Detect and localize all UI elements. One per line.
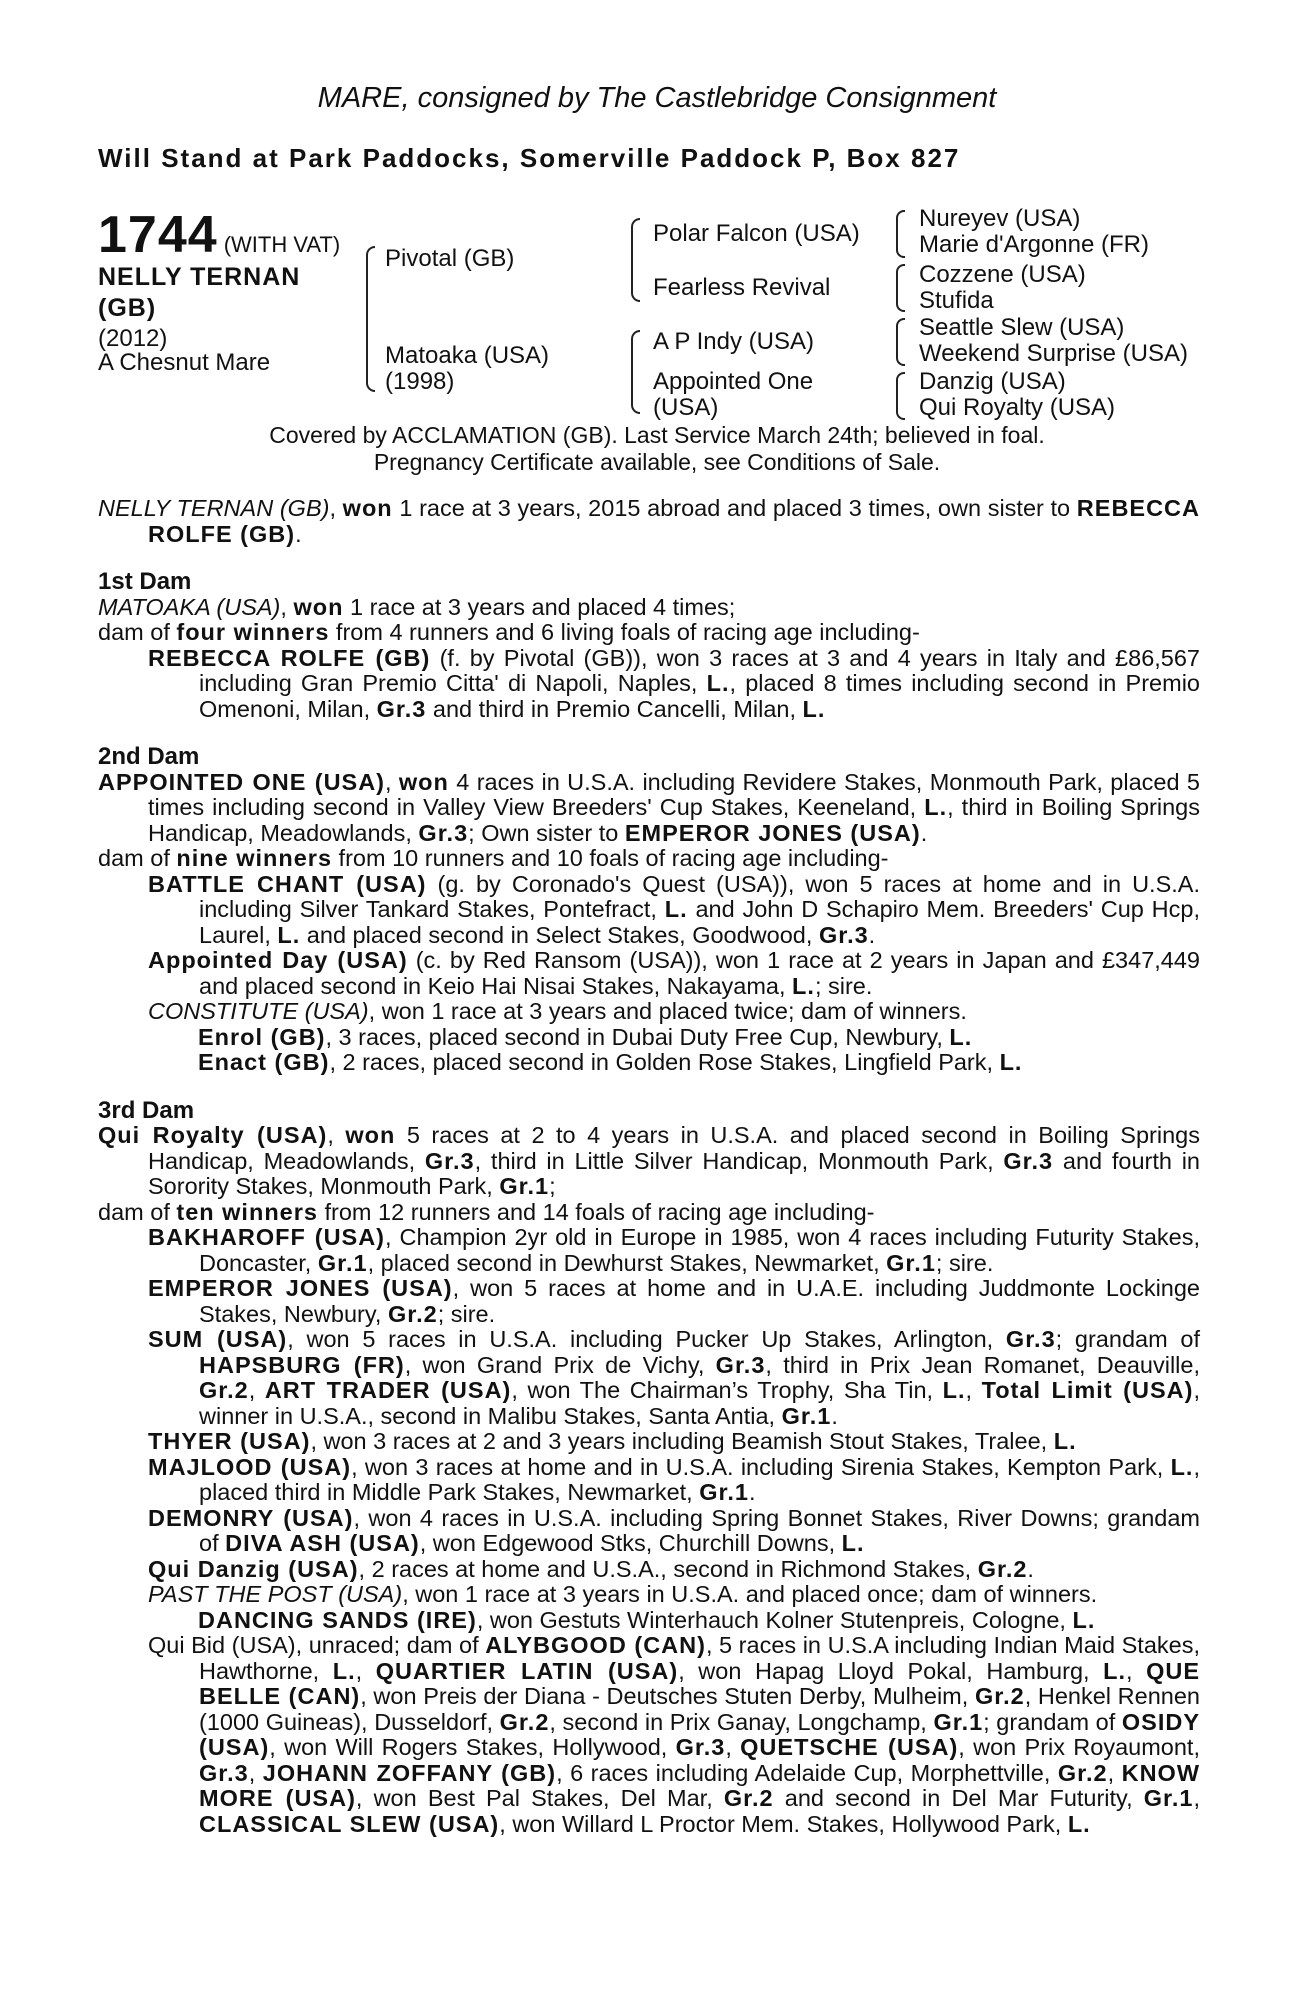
bold-text: ten winners [176,1198,318,1225]
bold-text: Gr.1 [317,1249,368,1276]
covering-line: Covered by ACCLAMATION (GB). Last Service March 24th; believed in foal. [269,422,1045,448]
text-run: . [868,921,876,948]
text-run: , won Willard L Proctor Mem. Stakes, Hollywood Park, [499,1810,1068,1837]
section-heading: 1st Dam [98,568,192,595]
lot-number: 1744 [98,206,218,264]
text-run: from 10 runners and 10 foals of racing age including- [332,845,889,871]
text-run: , won 1 race at 3 years in U.S.A. and placed once; dam of winners. [402,1581,1098,1607]
pedigree-paragraph [98,1276,1200,1327]
text-run: and third in Premio Cancelli, Milan, [426,695,803,722]
bold-text: Gr.2 [387,1300,438,1327]
text-run: ; grandam of [983,1708,1122,1735]
bold-text: Qui Danzig (USA) [148,1555,359,1582]
bold-text: Gr.2 [499,1708,550,1735]
text-run: , won 3 races at home and in U.S.A. including Sirenia Stakes, Kempton Park, [351,1453,1171,1480]
bold-text: EMPEROR JONES (USA) [624,819,921,846]
bold-text: CLASSICAL SLEW (USA) [199,1810,500,1837]
pedigree-dam-year: (1998) [385,368,455,395]
pedigree-paragraph [98,948,1200,999]
text-run: , [355,1657,376,1684]
text-run: ; Own sister to [468,819,625,846]
section [98,744,1200,1076]
pedigree-paragraph [98,496,1200,547]
bold-text: L. [664,896,688,922]
pedigree-paragraph [98,770,1200,847]
pedigree-dam-dam: Appointed One [653,368,814,395]
text-run: , [280,593,294,620]
bold-text: REBECCA ROLFE (GB) [148,644,431,671]
pedigree-paragraph [98,646,1200,723]
bold-text: Gr.3 [818,921,869,948]
text-run: . [920,819,928,846]
pedigree-paragraph [98,999,1200,1025]
pedigree-paragraph [98,620,1200,646]
bold-text: L. [999,1049,1023,1075]
text-run: , second in Prix Ganay, Longchamp, [549,1708,934,1735]
pedigree-paragraph [98,1557,1200,1583]
bold-text: BATTLE CHANT (USA) [148,870,427,897]
bold-text: REBECCA ROLFE (GB) [148,495,1201,547]
bold-text: Gr.2 [974,1683,1025,1709]
bold-text: ALYBGOOD (CAN) [485,1632,706,1658]
pedigree-paragraph [98,1327,1200,1429]
text-run: 1 race at 3 years and placed 4 times; [343,593,736,620]
horse-name-line: NELLY TERNAN [98,263,301,291]
bold-text: Gr.1 [886,1249,936,1276]
text-run: from 12 runners and 14 foals of racing age including- [317,1198,875,1225]
bold-text: EMPEROR JONES (USA) [148,1275,453,1301]
bold-text: Gr.2 [977,1555,1028,1582]
pedigree-brace [631,330,640,414]
bold-text: nine winners [176,845,333,871]
text-run: , won Grand Prix de Vichy, [404,1351,716,1378]
text-run: , won Prix Royaumont, [958,1734,1200,1760]
pedigree-paragraph [98,1506,1200,1557]
pedigree-g4: Stufida [919,287,994,314]
bold-text: Gr.1 [1143,1785,1194,1811]
text-run: ; sire. [814,972,873,999]
bold-text: L. [792,972,815,999]
text-run: , [1125,1657,1147,1684]
bold-text: OSIDY (USA) [199,1708,1200,1760]
bold-text: Enact (GB) [198,1049,330,1075]
pedigree-paragraph [98,1123,1200,1200]
text-run: , won Hapag Lloyd Pokal, Hamburg, [678,1657,1104,1684]
bold-text: Gr.2 [1057,1759,1108,1786]
pedigree-dam-dam-country: (USA) [653,394,719,421]
bold-text: Gr.3 [715,1351,766,1378]
bold-text: Gr.3 [199,1759,249,1786]
pedigree-paragraph [98,872,1200,949]
text-run: , won 1 race at 3 years and placed twice; dam of winners. [368,998,967,1024]
bold-text: QUARTIER LATIN (USA) [375,1657,679,1684]
pedigree-paragraph [98,1633,1200,1837]
text-run: , 2 races at home and U.S.A., second in Richmond Stakes, [358,1555,978,1582]
bold-text: THYER (USA) [148,1428,311,1454]
horse-name [98,262,300,324]
bold-text: L. [949,1023,973,1050]
text-run: . [748,1479,756,1505]
horse-year: (2012) [98,325,168,352]
bold-text: Gr.1 [933,1708,984,1735]
bold-text: won [398,768,449,795]
text-run: , won 5 races in U.S.A. including Pucker Up Stakes, Arlington, [287,1326,1006,1352]
bold-text: ART TRADER (USA) [264,1377,512,1403]
text-run: , won Preis der Diana - Deutsches Stuten Derby, Mulheim, [360,1683,975,1709]
text-run: , [248,1377,265,1403]
text-run: . [1027,1555,1034,1582]
text-run: from 4 runners and 6 living foals of racing age including- [329,619,920,645]
italic-text: PAST THE POST (USA) [148,1581,403,1607]
text-run: , third in Little Silver Handicap, Monmouth Park, [474,1147,1004,1174]
text-run: ; grandam of [1055,1326,1200,1352]
pedigree-dam-sire: A P Indy (USA) [653,328,814,355]
text-run: , placed third in Middle Park Stakes, Newmarket, [199,1453,1200,1505]
bold-text: L. [924,794,948,820]
pedigree-paragraph [98,595,1200,621]
text-run: , placed 8 times including second in Premio Omenoni, Milan, [199,670,1200,722]
vat-note: (WITH VAT) [223,232,341,257]
bold-text: QUE BELLE (CAN) [199,1657,1200,1709]
bold-text: QUETSCHE (USA) [740,1734,959,1760]
bold-text: L. [1170,1453,1194,1480]
italic-text: NELLY TERNAN (GB) [98,495,330,521]
horse-description: A Chesnut Mare [98,349,271,376]
pedigree-g3: Cozzene (USA) [919,261,1086,288]
pedigree-paragraph [98,1429,1200,1455]
italic-text: MATOAKA (USA) [98,593,281,620]
section [98,569,1200,722]
text-run: . [831,1402,838,1429]
bold-text: BAKHAROFF (USA) [148,1224,386,1250]
pedigree-g8: Qui Royalty (USA) [919,394,1116,421]
bold-text: HAPSBURG (FR) [199,1351,405,1378]
text-run: , [248,1759,263,1786]
text-run: , won Gestuts Winterhauch Kolner Stutenpreis, Cologne, [476,1606,1073,1633]
pedigree-brace [896,318,905,366]
pedigree-dam: Matoaka (USA) [385,342,550,369]
bold-text: L. [277,921,301,948]
bold-text: Gr.1 [499,1173,550,1199]
pedigree-g5: Seattle Slew (USA) [919,314,1125,341]
text-run: (f. by Pivotal (GB)), won 3 races at 3 and 4 years in Italy and £86,567 including Gran Premio Citta' di Napoli, Naples, [199,644,1200,696]
text-run: , won 4 races in U.S.A. including Spring Bonnet Stakes, River Downs; grandam of [199,1504,1200,1556]
pedigree-paragraph [98,1582,1200,1608]
italic-text: CONSTITUTE (USA) [148,998,369,1024]
pedigree-brace [896,210,905,258]
text-run: , placed second in Dewhurst Stakes, Newmarket, [367,1249,887,1276]
text-run: , [385,768,399,795]
bold-text: Gr.2 [723,1785,774,1811]
bold-text: Gr.3 [1005,1326,1056,1352]
text-run: , Champion 2yr old in Europe in 1985, won 4 races including Futurity Stakes, Doncaster, [199,1224,1200,1276]
bold-text: Qui Royalty (USA) [98,1122,328,1148]
text-run: , [965,1377,982,1403]
text-run: and placed second in Select Stakes, Goodwood, [300,921,819,948]
text-run: , winner in U.S.A., second in Malibu Stakes, Santa Antia, [199,1377,1200,1429]
bold-text: L. [1072,1606,1096,1633]
bold-text: won [345,1122,396,1148]
bold-text: L. [802,695,826,722]
text-run: , [1107,1759,1122,1786]
bold-text: Gr.3 [1003,1147,1054,1174]
text-run: , won 5 races at home and in U.A.E. including Juddmonte Lockinge Stakes, Newbury, [199,1275,1200,1327]
pedigree-brace [896,264,905,312]
pedigree-g2: Marie d'Argonne (FR) [919,231,1149,258]
pedigree-notes [98,496,1200,1837]
text-run: and fourth in Sorority Stakes, Monmouth Park, [148,1147,1200,1199]
bold-text: Enrol (GB) [198,1023,326,1050]
pedigree-g1: Nureyev (USA) [919,205,1081,232]
text-run: . [295,520,302,547]
text-run: 5 races at 2 to 4 years in U.S.A. and placed second in Boiling Springs Handicap, Meadowlands, [148,1122,1200,1174]
pedigree-paragraph [98,1455,1200,1506]
bold-text: JOHANN ZOFFANY (GB) [262,1759,557,1786]
pedigree-sire: Pivotal (GB) [385,245,515,272]
pedigree-brace [896,372,905,420]
bold-text: L. [1103,1657,1126,1684]
bold-text: L. [942,1377,966,1403]
text-run: , [1193,1785,1201,1811]
section [98,496,1200,547]
pedigree-paragraph [98,846,1200,872]
bold-text: L. [841,1530,865,1556]
text-run: dam of [98,1198,177,1225]
lot-number-block [98,205,340,265]
pedigree-paragraph [98,1025,1200,1051]
text-run: dam of [98,619,177,645]
bold-text: won [342,495,393,521]
text-run: ; sire. [935,1249,994,1276]
pedigree-paragraph [98,1200,1200,1226]
bold-text: Gr.1 [699,1479,749,1505]
bold-text: Total Limit (USA) [981,1377,1194,1403]
text-run: , Henkel Rennen (1000 Guineas), Dusseldorf, [199,1683,1200,1735]
pedigree-g7: Danzig (USA) [919,368,1066,395]
bold-text: SUM (USA) [148,1326,288,1352]
text-run: , 6 races including Adelaide Cup, Morphettville, [556,1759,1058,1786]
bold-text: KNOW MORE (USA) [199,1759,1200,1811]
text-run: , [327,1122,346,1148]
section [98,1098,1200,1838]
pedigree-g6: Weekend Surprise (USA) [919,340,1188,367]
text-run: (c. by Red Ransom (USA)), won 1 race at 2 years in Japan and £347,449 and placed second in Keio Hai Nisai Stakes, Nakayama, [199,947,1200,999]
text-run: , won 3 races at 2 and 3 years including Beamish Stout Stakes, Tralee, [310,1428,1054,1454]
text-run: , won Will Rogers Stakes, Hollywood, [269,1734,676,1760]
bold-text: four winners [176,619,330,645]
text-run: , 2 races, placed second in Golden Rose Stakes, Lingfield Park, [329,1049,1000,1075]
bold-text: APPOINTED ONE (USA) [98,768,386,795]
text-run: , won The Chairman’s Trophy, Sha Tin, [511,1377,943,1403]
bold-text: Gr.3 [675,1734,726,1760]
horse-country: (GB) [98,294,157,322]
pedigree-sire-dam: Fearless Revival [653,274,831,301]
pedigree-brace [631,218,640,302]
bold-text: Gr.3 [418,819,469,846]
bold-text: MAJLOOD (USA) [148,1453,352,1480]
bold-text: L. [332,1657,356,1684]
text-run: 4 races in U.S.A. including Revidere Stakes, Monmouth Park, placed 5 times including second in Valley View Breeders' Cup Stakes, Keeneland, [148,768,1200,820]
pedigree-paragraph [98,1608,1200,1634]
bold-text: Appointed Day (USA) [148,947,408,973]
section-heading: 3rd Dam [98,1096,195,1124]
text-run: dam of [98,845,177,871]
text-run: ; [549,1173,556,1199]
pedigree-brace [366,246,375,392]
text-run: , 3 races, placed second in Dubai Duty Free Cup, Newbury, [325,1023,950,1050]
text-run: , third in Prix Jean Romanet, Deauville, [765,1351,1200,1378]
bold-text: L. [706,670,730,696]
text-run: , 5 races in U.S.A including Indian Maid Stakes, Hawthorne, [199,1632,1201,1684]
text-run: , [329,495,343,521]
bold-text: DANCING SANDS (IRE) [198,1606,477,1633]
text-run: 1 race at 3 years, 2015 abroad and placed 3 times, own sister to [392,495,1077,521]
bold-text: DIVA ASH (USA) [225,1530,420,1556]
bold-text: DEMONRY (USA) [148,1504,354,1531]
pedigree-paragraph [98,1225,1200,1276]
text-run: , third in Boiling Springs Handicap, Meadowlands, [148,794,1200,846]
stand-location-line: Will Stand at Park Paddocks, Somerville Paddock P, Box 827 [98,143,961,173]
text-run: and John D Schapiro Mem. Breeders' Cup Hcp, Laurel, [199,896,1200,948]
pregnancy-line: Pregnancy Certificate available, see Conditions of Sale. [373,449,941,475]
text-run: (g. by Coronado's Quest (USA)), won 5 races at home and in U.S.A. including Silver Tankard Stakes, Pontefract, [199,870,1200,922]
text-run: Qui Bid (USA), unraced; dam of [148,1632,486,1658]
bold-text: won [293,593,344,620]
bold-text: Gr.2 [199,1377,249,1403]
bold-text: L. [1067,1810,1091,1837]
text-run: , [725,1734,741,1760]
text-run: ; sire. [437,1300,496,1327]
text-run: , won Best Pal Stakes, Del Mar, [355,1785,724,1811]
pedigree-sire-sire: Polar Falcon (USA) [653,220,860,247]
pedigree-paragraph [98,1050,1200,1076]
bold-text: L. [1053,1428,1077,1454]
text-run: and second in Del Mar Futurity, [773,1785,1144,1811]
bold-text: Gr.1 [781,1402,832,1429]
section-heading: 2nd Dam [98,743,200,770]
bold-text: Gr.3 [376,695,427,722]
covering-note [0,422,1314,476]
bold-text: Gr.3 [424,1147,475,1174]
consignor-line: MARE, consigned by The Castlebridge Consignment [317,82,997,114]
text-run: , won Edgewood Stks, Churchill Downs, [419,1530,842,1556]
